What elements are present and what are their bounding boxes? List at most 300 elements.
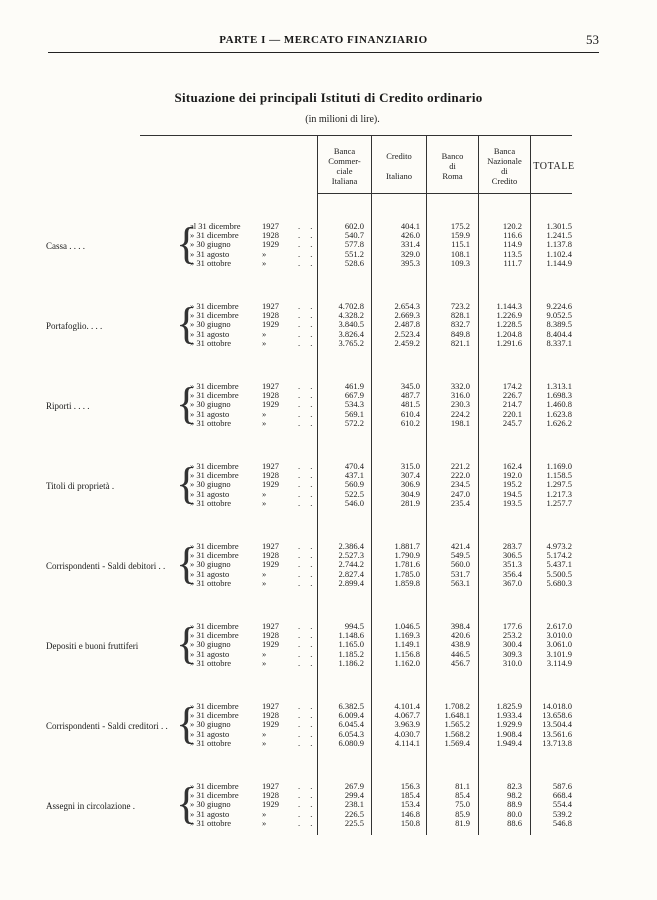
cell-bci: 534.3: [344, 399, 364, 410]
row-date: » 31 ottobre: [190, 257, 232, 268]
cell-bci: 572.2: [344, 417, 364, 428]
column-header-banco-di-roma: Banco di Roma: [441, 151, 464, 181]
cell-bnc: 1.204.8: [496, 328, 522, 339]
cell-banco-di-roma: 332.0: [450, 381, 470, 391]
row-date: » 31 dicembre: [190, 470, 239, 481]
brace-icon: {: [176, 219, 198, 268]
cell-bnc: 113.5: [503, 248, 522, 259]
cell-bnc: 1.908.4: [496, 728, 522, 739]
cell-banco-di-roma: 316.0: [450, 390, 470, 401]
row-date: » 31 dicembre: [190, 230, 239, 241]
cell-credito-italiano: 1.785.0: [394, 568, 420, 579]
cell-banco-di-roma: 115.1: [451, 239, 470, 250]
cell-banco-di-roma: 75.0: [455, 799, 470, 810]
cell-credito-italiano: 1.149.1: [394, 639, 420, 650]
cell-totale: 13.658.6: [542, 710, 572, 721]
table-row: [40, 499, 600, 509]
row-leader-dots: . .: [298, 319, 317, 330]
cell-banco-di-roma: 85.9: [455, 808, 470, 819]
row-leader-dots: . .: [298, 737, 317, 748]
cell-bci: 546.0: [344, 497, 364, 508]
row-leader-dots: . .: [298, 648, 317, 659]
row-date: » 31 ottobre: [190, 497, 232, 508]
cell-credito-italiano: 185.4: [400, 790, 420, 801]
row-year: 1928: [262, 790, 279, 801]
row-year: 1928: [262, 630, 279, 641]
cell-totale: 13.504.4: [542, 719, 572, 730]
brace-icon: {: [176, 539, 198, 588]
row-leader-dots: . .: [298, 781, 317, 791]
row-date: » 31 agosto: [190, 568, 230, 579]
cell-bnc: 194.5: [502, 488, 522, 499]
cell-bnc: 356.4: [502, 568, 522, 579]
cell-credito-italiano: 2.459.2: [394, 337, 420, 348]
cell-totale: 1.257.7: [546, 497, 572, 508]
cell-banco-di-roma: 85.4: [455, 790, 470, 801]
row-leader-dots: . .: [298, 408, 317, 419]
cell-banco-di-roma: 1.565.2: [444, 719, 470, 730]
cell-credito-italiano: 4.067.7: [394, 710, 420, 721]
row-date: » 31 dicembre: [190, 630, 239, 641]
cell-bci: 238.1: [344, 799, 364, 810]
row-leader-dots: . .: [298, 461, 317, 471]
cell-banco-di-roma: 247.0: [450, 488, 470, 499]
cell-totale: 554.4: [552, 799, 572, 810]
cell-credito-italiano: 1.169.3: [394, 630, 420, 641]
cell-credito-italiano: 4.114.1: [394, 737, 420, 748]
cell-credito-italiano: 307.4: [400, 470, 420, 481]
row-group-label: Portafoglio. . . .: [46, 320, 103, 331]
row-date: » 31 ottobre: [190, 737, 232, 748]
row-leader-dots: . .: [298, 390, 317, 401]
page-number: 53: [586, 32, 599, 47]
cell-bnc: 253.2: [502, 630, 522, 641]
cell-bci: 994.5: [344, 621, 364, 631]
row-leader-dots: . .: [298, 799, 317, 810]
cell-totale: 13.561.6: [542, 728, 572, 739]
row-leader-dots: . .: [298, 657, 317, 668]
cell-totale: 668.4: [552, 790, 572, 801]
row-year: 1929: [262, 719, 279, 730]
row-date: » 31 agosto: [190, 328, 230, 339]
row-date: » 30 giugno: [190, 239, 231, 250]
cell-totale: 1.698.3: [546, 390, 572, 401]
row-leader-dots: . .: [298, 559, 317, 570]
row-date: » 31 agosto: [190, 728, 230, 739]
row-group: [40, 619, 600, 670]
cell-banco-di-roma: 1.569.4: [444, 737, 470, 748]
cell-totale: 3.114.9: [546, 657, 572, 668]
row-year: 1929: [262, 639, 279, 650]
cell-totale: 1.241.5: [546, 230, 572, 241]
cell-banco-di-roma: 81.9: [455, 817, 470, 828]
row-date: » 31 dicembre: [190, 381, 239, 391]
cell-bci: 3.826.4: [338, 328, 364, 339]
row-date: » 31 dicembre: [190, 550, 239, 561]
cell-bci: 3.765.2: [338, 337, 364, 348]
cell-bnc: 120.2: [502, 221, 522, 231]
row-leader-dots: . .: [298, 701, 317, 711]
cell-bci: 2.899.4: [338, 577, 364, 588]
cell-credito-italiano: 2.654.3: [394, 301, 420, 311]
row-date: » 31 dicembre: [190, 461, 239, 471]
cell-bci: 4.328.2: [338, 310, 364, 321]
cell-banco-di-roma: 832.7: [450, 319, 470, 330]
cell-credito-italiano: 329.0: [400, 248, 420, 259]
cell-totale: 1.297.5: [546, 479, 572, 490]
cell-totale: 4.973.2: [546, 541, 572, 551]
cell-credito-italiano: 1.046.5: [394, 621, 420, 631]
row-date: » 30 giugno: [190, 799, 231, 810]
row-date: » 30 giugno: [190, 719, 231, 730]
row-leader-dots: . .: [298, 479, 317, 490]
row-year: 1928: [262, 230, 279, 241]
table-row: [40, 419, 600, 429]
row-year: »: [262, 577, 267, 588]
cell-bci: 560.9: [344, 479, 364, 490]
row-date: » 31 agosto: [190, 648, 230, 659]
row-leader-dots: . .: [298, 630, 317, 641]
cell-credito-italiano: 2.669.3: [394, 310, 420, 321]
cell-banco-di-roma: 109.3: [450, 257, 470, 268]
cell-credito-italiano: 345.0: [400, 381, 420, 391]
cell-totale: 5.437.1: [546, 559, 572, 570]
row-leader-dots: . .: [298, 399, 317, 410]
cell-banco-di-roma: 221.2: [450, 461, 470, 471]
cell-bci: 470.4: [344, 461, 364, 471]
table-subtitle: (in milioni di lire).: [305, 114, 380, 125]
row-group-label: Corrispondenti - Saldi debitori . .: [46, 560, 166, 571]
row-year: »: [262, 568, 267, 579]
row-group-label: Assegni in circolazione .: [46, 800, 135, 811]
row-date: » 31 dicembre: [190, 710, 239, 721]
cell-credito-italiano: 153.4: [400, 799, 420, 810]
cell-totale: 1.623.8: [546, 408, 572, 419]
cell-bci: 299.4: [344, 790, 364, 801]
row-date: » 31 ottobre: [190, 657, 232, 668]
row-year: »: [262, 808, 267, 819]
cell-totale: 3.061.0: [546, 639, 572, 650]
cell-bci: 667.9: [344, 390, 364, 401]
cell-credito-italiano: 426.0: [400, 230, 420, 241]
cell-bci: 6.045.4: [338, 719, 364, 730]
cell-totale: 9.224.6: [546, 301, 572, 311]
cell-bnc: 98.2: [507, 790, 522, 801]
row-leader-dots: . .: [298, 310, 317, 321]
brace-icon: {: [176, 379, 198, 428]
row-year: »: [262, 248, 267, 259]
cell-banco-di-roma: 446.5: [450, 648, 470, 659]
cell-bci: 267.9: [344, 781, 364, 791]
cell-bnc: 80.0: [507, 808, 522, 819]
cell-bci: 6.054.3: [338, 728, 364, 739]
row-date: » 31 dicembre: [190, 790, 239, 801]
row-date: » 30 giugno: [190, 639, 231, 650]
row-date: » 31 dicembre: [190, 390, 239, 401]
table-row: [40, 739, 600, 749]
cell-bnc: 111.7: [503, 257, 522, 268]
cell-bci: 4.702.8: [338, 301, 364, 311]
cell-bnc: 114.9: [503, 239, 522, 250]
row-group-label: Titoli di proprietà .: [46, 480, 115, 491]
cell-bci: 1.186.2: [338, 657, 364, 668]
running-header: [48, 32, 599, 53]
row-leader-dots: . .: [298, 470, 317, 481]
row-year: 1927: [262, 781, 279, 791]
cell-bnc: 214.7: [502, 399, 522, 410]
row-date: » 31 dicembre: [190, 701, 239, 711]
row-year: »: [262, 417, 267, 428]
cell-banco-di-roma: 821.1: [450, 337, 470, 348]
row-year: 1928: [262, 710, 279, 721]
column-header-credito-italiano: Credito Italiano: [386, 151, 412, 181]
row-leader-dots: . .: [298, 417, 317, 428]
row-year: »: [262, 337, 267, 348]
row-leader-dots: . .: [298, 550, 317, 561]
cell-bci: 1.185.2: [338, 648, 364, 659]
row-group: [40, 779, 600, 830]
row-date: » 31 dicembre: [190, 541, 239, 551]
cell-credito-italiano: 331.4: [400, 239, 420, 250]
column-header-totale: TOTALE: [533, 161, 575, 173]
row-date: » 31 dicembre: [190, 781, 239, 791]
row-year: 1927: [262, 461, 279, 471]
row-leader-dots: . .: [298, 621, 317, 631]
row-date: » 30 giugno: [190, 399, 231, 410]
row-year: »: [262, 408, 267, 419]
cell-credito-italiano: 1.859.8: [394, 577, 420, 588]
data-table: [40, 135, 600, 835]
cell-credito-italiano: 404.1: [400, 221, 420, 231]
cell-banco-di-roma: 81.1: [455, 781, 470, 791]
row-date: » 31 agosto: [190, 808, 230, 819]
cell-credito-italiano: 304.9: [400, 488, 420, 499]
row-group-label: Depositi e buoni fruttiferi: [46, 640, 139, 651]
cell-banco-di-roma: 1.568.2: [444, 728, 470, 739]
cell-credito-italiano: 1.156.8: [394, 648, 420, 659]
cell-bnc: 309.3: [502, 648, 522, 659]
cell-bnc: 367.0: [502, 577, 522, 588]
row-leader-dots: . .: [298, 221, 317, 231]
cell-totale: 1.169.0: [546, 461, 572, 471]
row-leader-dots: . .: [298, 541, 317, 551]
cell-bnc: 177.6: [502, 621, 522, 631]
cell-bnc: 1.291.6: [496, 337, 522, 348]
cell-credito-italiano: 2.487.8: [394, 319, 420, 330]
cell-banco-di-roma: 1.648.1: [444, 710, 470, 721]
row-group-label: Corrispondenti - Saldi creditori . .: [46, 720, 168, 731]
cell-banco-di-roma: 230.3: [450, 399, 470, 410]
cell-credito-italiano: 481.5: [400, 399, 420, 410]
row-leader-dots: . .: [298, 577, 317, 588]
column-header-bci: Banca Commer- ciale Italiana: [328, 146, 361, 186]
row-leader-dots: . .: [298, 817, 317, 828]
row-year: 1928: [262, 390, 279, 401]
cell-credito-italiano: 1.790.9: [394, 550, 420, 561]
cell-bci: 461.9: [344, 381, 364, 391]
row-year: »: [262, 737, 267, 748]
cell-banco-di-roma: 549.5: [450, 550, 470, 561]
cell-credito-italiano: 2.523.4: [394, 328, 420, 339]
cell-bci: 226.5: [344, 808, 364, 819]
cell-banco-di-roma: 108.1: [450, 248, 470, 259]
cell-totale: 14.018.0: [542, 701, 572, 711]
cell-banco-di-roma: 234.5: [450, 479, 470, 490]
cell-bnc: 310.0: [502, 657, 522, 668]
cell-credito-italiano: 146.8: [400, 808, 420, 819]
row-group-label: Riporti . . . .: [46, 400, 90, 411]
row-year: 1928: [262, 470, 279, 481]
cell-bci: 540.7: [344, 230, 364, 241]
table-row: [40, 259, 600, 269]
table-row: [40, 659, 600, 669]
row-group: [40, 299, 600, 350]
row-date: » 31 agosto: [190, 248, 230, 259]
cell-totale: 5.500.5: [546, 568, 572, 579]
row-year: »: [262, 817, 267, 828]
table-row: [40, 819, 600, 829]
row-group: [40, 699, 600, 750]
cell-credito-italiano: 281.9: [400, 497, 420, 508]
row-year: 1927: [262, 701, 279, 711]
row-date: al 31 dicembre: [190, 221, 241, 231]
brace-icon: {: [176, 619, 198, 668]
cell-totale: 8.404.4: [546, 328, 572, 339]
cell-totale: 8.389.5: [546, 319, 572, 330]
row-leader-dots: . .: [298, 230, 317, 241]
row-leader-dots: . .: [298, 301, 317, 311]
brace-icon: {: [176, 459, 198, 508]
row-date: » 30 giugno: [190, 319, 231, 330]
row-year: 1927: [262, 301, 279, 311]
row-group-label: Cassa . . . .: [46, 240, 85, 251]
cell-bci: 2.527.3: [338, 550, 364, 561]
brace-icon: {: [176, 779, 198, 828]
cell-bnc: 1.929.9: [496, 719, 522, 730]
cell-banco-di-roma: 560.0: [450, 559, 470, 570]
cell-bci: 3.840.5: [338, 319, 364, 330]
row-leader-dots: . .: [298, 239, 317, 250]
cell-totale: 1.313.1: [546, 381, 572, 391]
row-year: »: [262, 648, 267, 659]
running-header-title: PARTE I — MERCATO FINANZIARIO: [219, 34, 428, 46]
cell-bci: 1.165.0: [338, 639, 364, 650]
cell-bnc: 1.226.9: [496, 310, 522, 321]
cell-banco-di-roma: 531.7: [450, 568, 470, 579]
row-year: 1929: [262, 399, 279, 410]
row-leader-dots: . .: [298, 790, 317, 801]
cell-credito-italiano: 1.881.7: [394, 541, 420, 551]
cell-credito-italiano: 1.781.6: [394, 559, 420, 570]
cell-bci: 6.382.5: [338, 701, 364, 711]
cell-banco-di-roma: 398.4: [450, 621, 470, 631]
row-leader-dots: . .: [298, 719, 317, 730]
cell-totale: 1.158.5: [546, 470, 572, 481]
row-group: [40, 539, 600, 590]
cell-banco-di-roma: 1.708.2: [444, 701, 470, 711]
row-year: »: [262, 728, 267, 739]
cell-totale: 5.680.3: [546, 577, 572, 588]
cell-totale: 1.102.4: [546, 248, 572, 259]
cell-bci: 2.744.2: [338, 559, 364, 570]
row-date: » 31 dicembre: [190, 301, 239, 311]
row-group: [40, 459, 600, 510]
cell-bci: 6.080.9: [338, 737, 364, 748]
cell-banco-di-roma: 456.7: [450, 657, 470, 668]
cell-bci: 2.386.4: [338, 541, 364, 551]
cell-credito-italiano: 150.8: [400, 817, 420, 828]
row-date: » 31 dicembre: [190, 621, 239, 631]
cell-bnc: 192.0: [502, 470, 522, 481]
row-year: »: [262, 657, 267, 668]
row-year: 1928: [262, 310, 279, 321]
cell-credito-italiano: 395.3: [400, 257, 420, 268]
cell-bci: 225.5: [344, 817, 364, 828]
cell-bci: 528.6: [344, 257, 364, 268]
cell-bnc: 351.3: [502, 559, 522, 570]
row-year: 1927: [262, 621, 279, 631]
row-leader-dots: . .: [298, 381, 317, 391]
cell-banco-di-roma: 175.2: [450, 221, 470, 231]
cell-bci: 6.009.4: [338, 710, 364, 721]
row-year: »: [262, 257, 267, 268]
cell-bnc: 88.6: [507, 817, 522, 828]
cell-bnc: 1.949.4: [496, 737, 522, 748]
row-date: » 31 agosto: [190, 488, 230, 499]
cell-bnc: 82.3: [507, 781, 522, 791]
cell-banco-di-roma: 723.2: [450, 301, 470, 311]
row-leader-dots: . .: [298, 728, 317, 739]
cell-banco-di-roma: 198.1: [450, 417, 470, 428]
cell-bnc: 300.4: [502, 639, 522, 650]
cell-bnc: 162.4: [502, 461, 522, 471]
cell-credito-italiano: 306.9: [400, 479, 420, 490]
row-date: » 31 ottobre: [190, 577, 232, 588]
cell-bnc: 195.2: [502, 479, 522, 490]
cell-totale: 587.6: [552, 781, 572, 791]
cell-bnc: 193.5: [502, 497, 522, 508]
row-date: » 31 agosto: [190, 408, 230, 419]
cell-bnc: 1.825.9: [496, 701, 522, 711]
cell-bci: 577.8: [344, 239, 364, 250]
row-leader-dots: . .: [298, 639, 317, 650]
cell-totale: 1.301.5: [546, 221, 572, 231]
table-title: Situazione dei principali Istituti di Credito ordinario: [174, 90, 483, 105]
row-group: [40, 219, 600, 270]
cell-banco-di-roma: 159.9: [450, 230, 470, 241]
row-year: 1927: [262, 381, 279, 391]
cell-banco-di-roma: 222.0: [450, 470, 470, 481]
cell-totale: 2.617.0: [546, 621, 572, 631]
cell-totale: 1.144.9: [546, 257, 572, 268]
brace-icon: {: [176, 699, 198, 748]
row-date: » 31 dicembre: [190, 310, 239, 321]
cell-bnc: 220.1: [502, 408, 522, 419]
cell-totale: 3.101.9: [546, 648, 572, 659]
row-year: »: [262, 488, 267, 499]
cell-totale: 5.174.2: [546, 550, 572, 561]
cell-bnc: 1.933.4: [496, 710, 522, 721]
column-header-bnc: Banca Nazionale di Credito: [487, 146, 522, 186]
cell-banco-di-roma: 420.6: [450, 630, 470, 641]
cell-totale: 1.137.8: [546, 239, 572, 250]
row-leader-dots: . .: [298, 808, 317, 819]
cell-bci: 569.1: [344, 408, 364, 419]
row-year: 1929: [262, 799, 279, 810]
cell-totale: 1.217.3: [546, 488, 572, 499]
cell-bnc: 116.6: [503, 230, 522, 241]
cell-banco-di-roma: 421.4: [450, 541, 470, 551]
